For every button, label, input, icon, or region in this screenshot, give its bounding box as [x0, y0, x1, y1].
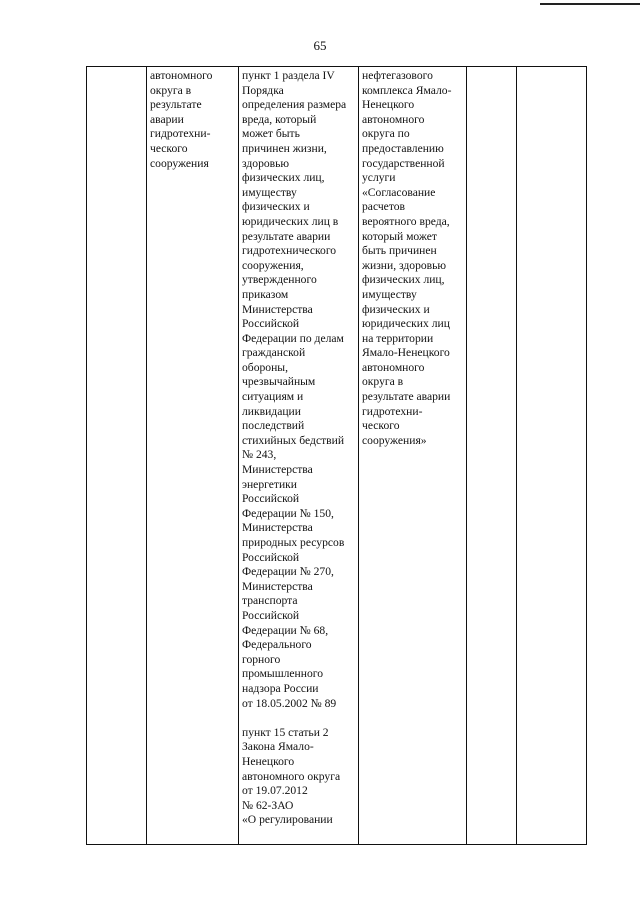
table-row	[87, 67, 587, 845]
cell-number	[87, 67, 147, 845]
top-rule	[540, 3, 640, 5]
cell-empty-5	[467, 67, 517, 845]
cell-legal-basis: пункт 1 раздела IV Порядка определения размера вреда, который может быть причинен жизни, здоровью физических лиц, имуществу физических и юридических лиц в результате аварии гидротехнического сооружения, утвержденного приказом Министерства Российской Федерации по делам гражданской обороны, чрезвычайным ситуациям и ликвидации последствий стихийных бедствий № 243, Министерства энергетики Российской Федерации № 150, Министерства природных ресурсов Российской Федерации № 270, Министерства транспорта Российской Федерации № 68, Федерального горного промышленного надзора России от 18.05.2002 № 89 пункт 15 статьи 2 Закона Ямало- Ненецкого автономного округа от 19.07.2012 № 62-ЗАО «О регулировании	[239, 67, 359, 845]
cell-empty-6	[517, 67, 587, 845]
cell-service-name: автономного округа в результате аварии гидротехни- ческого сооружения	[147, 67, 239, 845]
cell-regulation: нефтегазового комплекса Ямало- Ненецкого автономного округа по предоставлению государственной услуги «Согласование расчетов вероятного вреда, который может быть причинен жизни, здоровью физических лиц, имуществу физических и юридических лиц на территории Ямало-Ненецкого автономного округа в результате аварии гидротехни- ческого сооружения»	[359, 67, 467, 845]
page-number: 65	[313, 38, 327, 53]
legal-table	[86, 66, 587, 845]
